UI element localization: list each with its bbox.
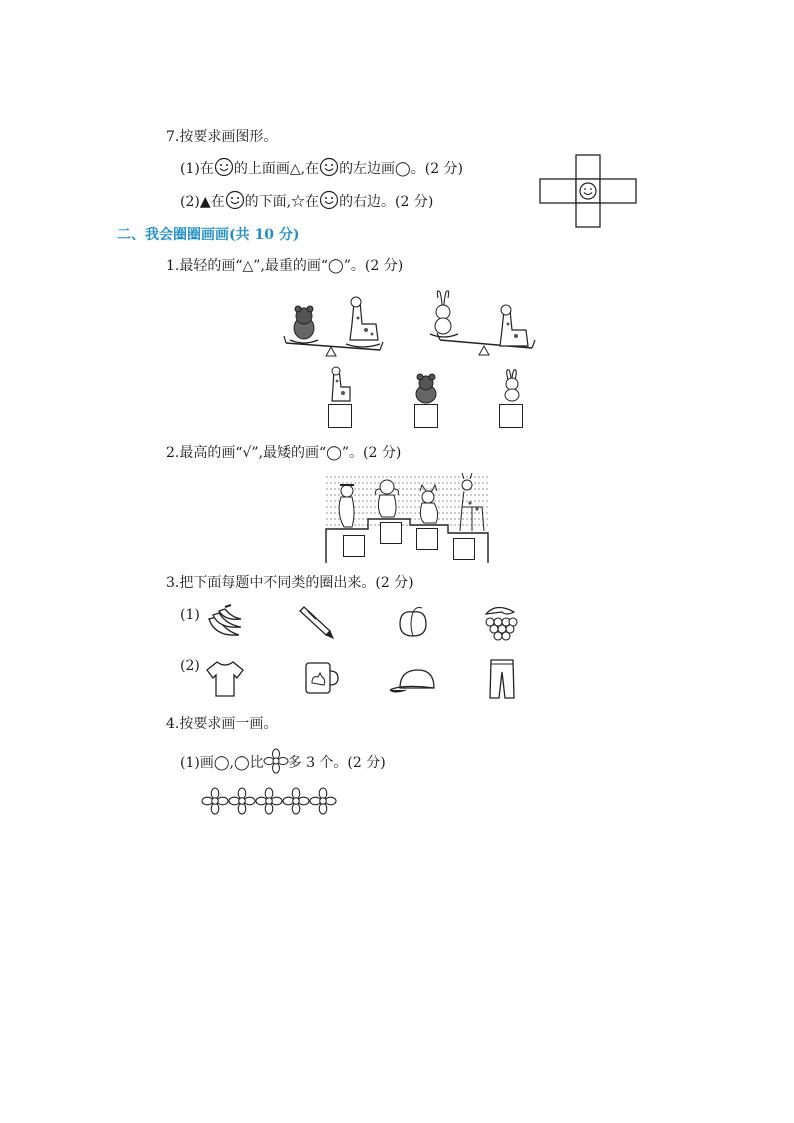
- flower-icon: [202, 788, 228, 814]
- pen-icon[interactable]: [298, 607, 334, 639]
- q7-part1: [180, 157, 463, 178]
- trousers-icon[interactable]: [488, 658, 516, 700]
- q1-title: 1.最轻的画“△”,最重的画“◯”。(2 分): [166, 258, 404, 274]
- q7-title: 7.按要求画图形。: [166, 129, 278, 145]
- grid-cell-bottom[interactable]: [576, 203, 600, 227]
- cap-icon[interactable]: [388, 666, 438, 696]
- q3-row1-label: (1): [180, 607, 200, 623]
- q7-part2: [180, 190, 433, 211]
- duck-icon: [339, 485, 354, 527]
- q4-title: 4.按要求画一画。: [166, 716, 278, 732]
- q4-part1-text-b: 多 3 个。(2 分): [287, 755, 386, 771]
- flower-icon: [256, 788, 282, 814]
- answer-box-giraffe[interactable]: [328, 404, 352, 428]
- q2-title: 2.最高的画“√”,最矮的画“◯”。(2 分): [166, 445, 402, 461]
- smiley-face-icon: [214, 157, 234, 177]
- q7-part2-text-a: (2)▲在: [180, 194, 225, 210]
- cross-grid-figure: [540, 155, 636, 227]
- q3-row2-label: (2): [180, 658, 200, 674]
- answer-box-deer[interactable]: [453, 538, 475, 560]
- giraffe-icon: [500, 305, 528, 346]
- peach-icon[interactable]: [396, 606, 430, 638]
- grapes-icon[interactable]: [480, 602, 520, 642]
- answer-box-bear[interactable]: [414, 404, 438, 428]
- grid-cell-left[interactable]: [540, 179, 576, 203]
- smiley-face-icon: [225, 190, 245, 210]
- answer-box-duck[interactable]: [343, 535, 365, 557]
- q7-part1-text-c: 的左边画◯。(2 分): [339, 161, 464, 177]
- banana-icon[interactable]: [205, 605, 245, 641]
- smiley-face-icon: [319, 157, 339, 177]
- section-heading: 二、我会圈圈画画(共 10 分): [117, 227, 300, 243]
- giraffe-icon: [346, 297, 380, 347]
- giraffe-icon: [328, 367, 352, 403]
- balance-scales-figure: [280, 290, 540, 360]
- deer-icon: [460, 473, 484, 531]
- flower-row: [202, 788, 336, 814]
- bear-icon: [412, 374, 440, 404]
- grid-cell-right[interactable]: [600, 179, 636, 203]
- monkey-icon: [376, 480, 399, 517]
- smiley-face-icon: [319, 190, 339, 210]
- flower-icon: [310, 788, 336, 814]
- q7-part2-text-b: 的下面,☆在: [244, 194, 320, 210]
- q4-part1: [180, 749, 386, 773]
- q7-part2-text-c: 的右边。(2 分): [339, 194, 434, 210]
- tshirt-icon[interactable]: [205, 660, 245, 698]
- answer-box-cat[interactable]: [416, 528, 438, 550]
- q7-part1-text-b: 的上面画△,在: [233, 161, 320, 177]
- q3-title: 3.把下面每题中不同类的圈出来。(2 分): [166, 575, 414, 591]
- grid-cell-top[interactable]: [576, 155, 600, 179]
- answer-box-monkey[interactable]: [380, 522, 402, 544]
- mug-icon[interactable]: [304, 661, 340, 695]
- rabbit-icon: [430, 291, 458, 337]
- flower-icon: [229, 788, 255, 814]
- cat-icon: [420, 485, 438, 523]
- q4-part1-text-a: (1)画◯,◯比: [180, 755, 264, 771]
- bear-icon: [290, 306, 318, 343]
- flower-icon: [283, 788, 309, 814]
- q7-part1-text-a: (1)在: [180, 161, 214, 177]
- flower-icon: [264, 749, 288, 773]
- answer-box-rabbit[interactable]: [499, 404, 523, 428]
- rabbit-icon: [500, 368, 524, 402]
